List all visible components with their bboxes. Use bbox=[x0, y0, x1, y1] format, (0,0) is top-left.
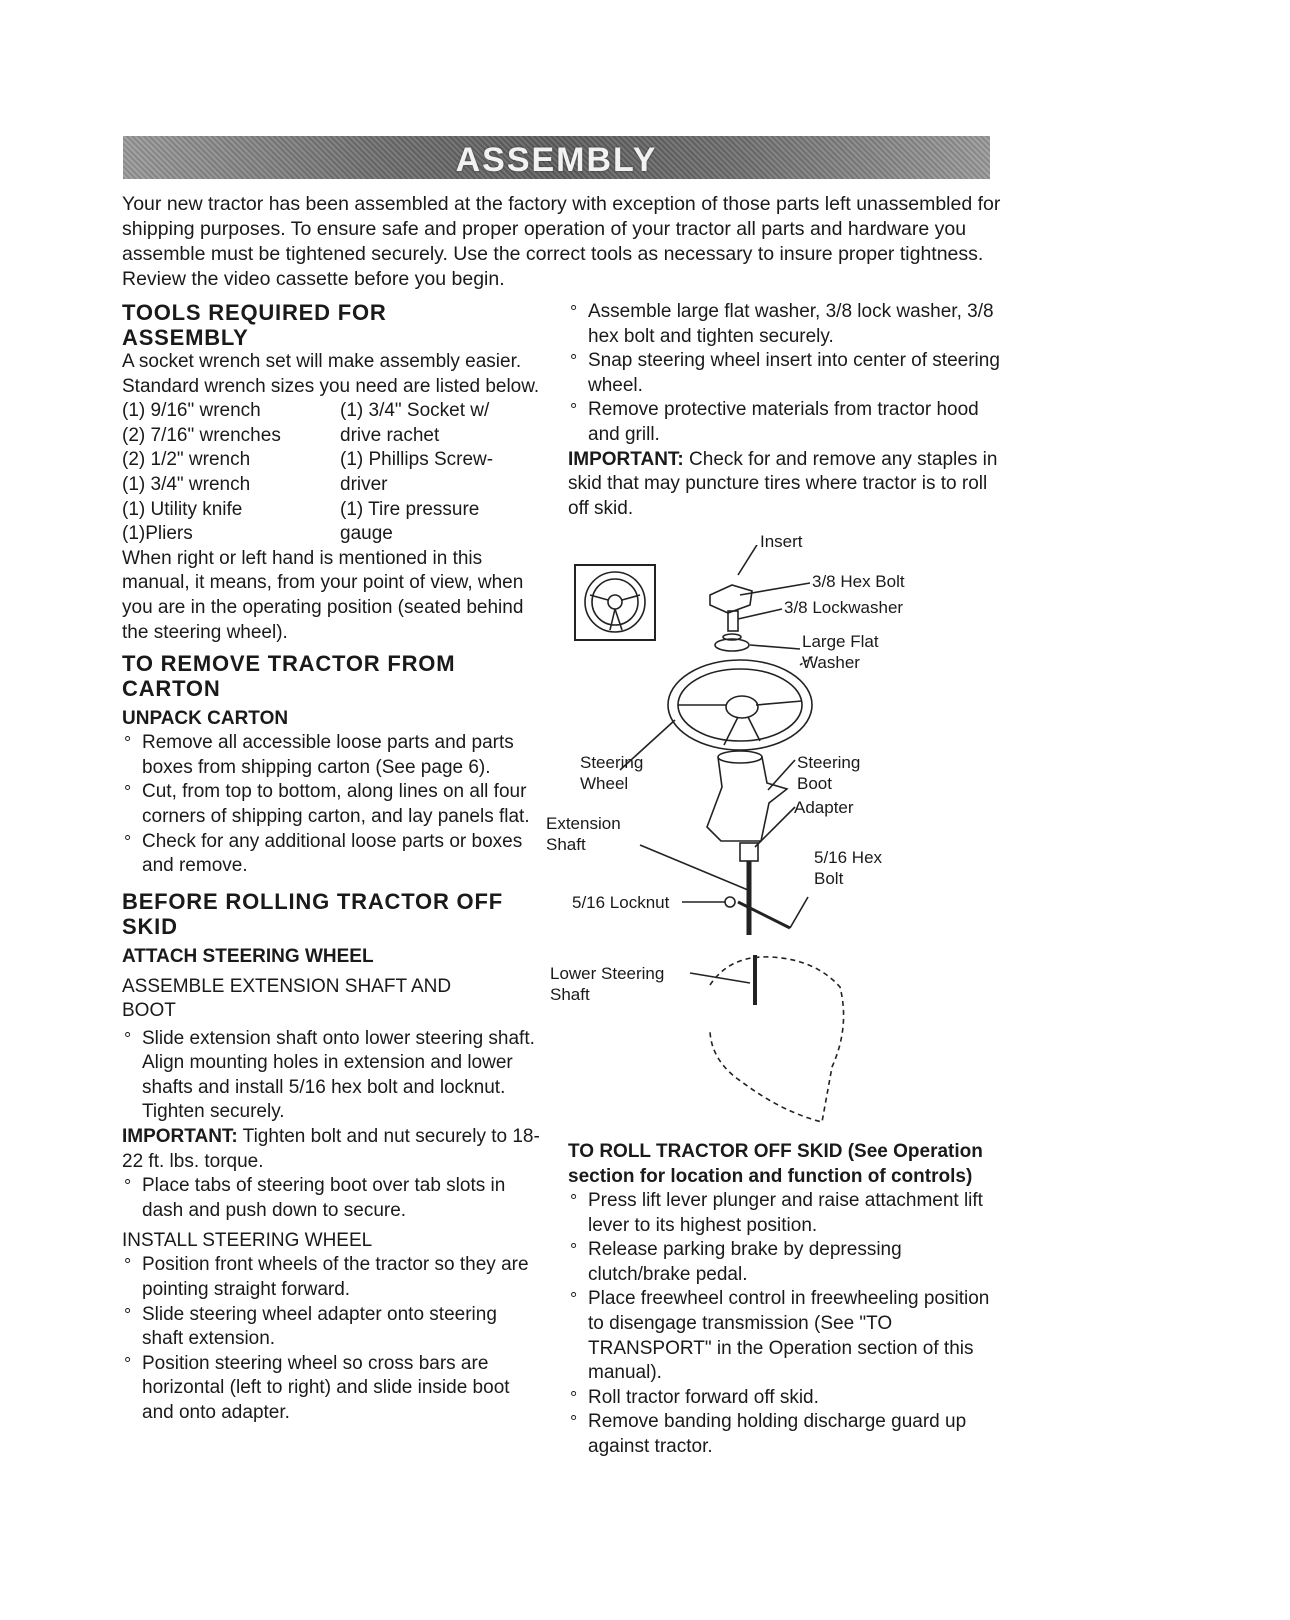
list-item: ° Position front wheels of the tractor so they are pointing straight forward. bbox=[122, 1253, 542, 1302]
list-item: ° Remove all accessible loose parts and parts boxes from shipping carton (See page 6). bbox=[122, 731, 542, 780]
inset-wheel bbox=[585, 572, 645, 632]
list-item: ° Position steering wheel so cross bars are horizontal (left to right) and slide inside boot and onto adapter. bbox=[122, 1352, 542, 1426]
label-hex-bolt: 3/8 Hex Bolt bbox=[812, 572, 905, 591]
label-flat-washer: Large Flat Washer bbox=[802, 632, 879, 672]
tool-item: (1) 3/4" Socket w/ bbox=[340, 400, 490, 422]
tool-item: (1) Phillips Screw- bbox=[340, 449, 494, 471]
section-title: ASSEMBLY bbox=[455, 141, 658, 179]
roll-heading: TO ROLL TRACTOR OFF SKID (See Operation section for location and function of controls) bbox=[568, 1141, 983, 1187]
tools-text: A socket wrench set will make assembly easier. Standard wrench sizes you need are listed below. bbox=[122, 351, 540, 397]
label-locknut: 5/16 Locknut bbox=[572, 893, 670, 912]
attach-subheading: ATTACH STEERING WHEEL bbox=[122, 945, 374, 967]
left-column bbox=[122, 300, 542, 1426]
tool-item: driver bbox=[340, 473, 388, 495]
list-item: ° Remove banding holding discharge guard up against tractor. bbox=[568, 1410, 1000, 1459]
list-item: ° Slide extension shaft onto lower steering shaft. Align mounting holes in extension and lower shafts and install 5/16 hex bolt and locknut. Tighten securely. bbox=[122, 1027, 542, 1125]
label-steering-boot: Steering Boot bbox=[797, 753, 861, 793]
install-subheading: INSTALL STEERING WHEEL bbox=[122, 1230, 373, 1252]
wheel-list bbox=[568, 300, 1000, 448]
label-lockwasher: 3/8 Lockwasher bbox=[784, 598, 904, 617]
remove-heading: TO REMOVE TRACTOR FROM CARTON bbox=[122, 651, 456, 702]
important-label: IMPORTANT: bbox=[122, 1126, 238, 1148]
important-torque-text: Tighten bolt and nut securely to 18-22 ft. lbs. torque. bbox=[122, 1126, 540, 1172]
important-label-2: IMPORTANT: bbox=[568, 448, 684, 470]
hand-note: When right or left hand is mentioned in this manual, it means, from your point of view, when you are in the operating position (seated behind the steering wheel). bbox=[122, 547, 524, 643]
steering-diagram bbox=[546, 532, 1000, 1130]
tools-list bbox=[122, 399, 542, 547]
steering-boot bbox=[718, 751, 762, 763]
tool-item: (1) Tire pressure bbox=[340, 498, 480, 520]
list-item: ° Assemble large flat washer, 3/8 lock washer, 3/8 hex bolt and tighten securely. bbox=[568, 300, 1000, 349]
list-item: ° Roll tractor forward off skid. bbox=[568, 1386, 1000, 1411]
section-banner bbox=[123, 136, 990, 179]
tool-item: drive rachet bbox=[340, 424, 440, 446]
unpack-list bbox=[122, 731, 542, 879]
label-hex-bolt-516: 5/16 Hex Bolt bbox=[814, 848, 883, 888]
roll-list bbox=[568, 1189, 1000, 1460]
tool-item: (2) 1/2" wrench bbox=[122, 449, 251, 471]
bolt-516 bbox=[738, 902, 790, 928]
tools-heading: TOOLS REQUIRED FOR ASSEMBLY bbox=[122, 300, 387, 350]
list-item: ° Slide steering wheel adapter onto steering shaft extension. bbox=[122, 1303, 542, 1352]
install-list bbox=[122, 1253, 542, 1425]
insert-part bbox=[710, 585, 752, 613]
list-item: ° Place tabs of steering boot over tab slots in dash and push down to secure. bbox=[122, 1174, 542, 1223]
dash-outline bbox=[710, 957, 844, 1122]
label-insert: Insert bbox=[760, 532, 803, 551]
list-item: ° Press lift lever plunger and raise attachment lift lever to its highest position. bbox=[568, 1189, 1000, 1238]
label-extension-shaft: Extension Shaft bbox=[546, 814, 621, 854]
important-torque bbox=[122, 1125, 542, 1174]
list-item: ° Cut, from top to bottom, along lines on all four corners of shipping carton, and lay panels flat. bbox=[122, 780, 542, 829]
assemble-subheading: ASSEMBLE EXTENSION SHAFT AND BOOT bbox=[122, 975, 452, 1021]
tool-item: gauge bbox=[340, 523, 393, 545]
unpack-subheading: UNPACK CARTON bbox=[122, 708, 289, 730]
before-heading: BEFORE ROLLING TRACTOR OFF SKID bbox=[122, 888, 503, 939]
inset-box bbox=[575, 565, 655, 640]
list-item: ° Remove protective materials from tractor hood and grill. bbox=[568, 398, 1000, 447]
important-staples bbox=[568, 448, 1000, 522]
list-item: ° Check for any additional loose parts or boxes and remove. bbox=[122, 830, 542, 879]
label-adapter: Adapter bbox=[794, 798, 854, 817]
list-item: ° Release parking brake by depressing clutch/brake pedal. bbox=[568, 1238, 1000, 1287]
tool-item: (1)Pliers bbox=[122, 523, 193, 545]
label-lower-shaft: Lower Steering Shaft bbox=[550, 964, 665, 1004]
tool-item: (1) Utility knife bbox=[122, 498, 243, 520]
right-column bbox=[568, 300, 1000, 521]
list-item: ° Place freewheel control in freewheeling position to disengage transmission (See "TO TRANSPORT" in the Operation section of this manual). bbox=[568, 1287, 1000, 1385]
tool-item: (1) 3/4" wrench bbox=[122, 473, 251, 495]
tool-item: (1) 9/16" wrench bbox=[122, 400, 261, 422]
tool-item: (2) 7/16" wrenches bbox=[122, 424, 281, 446]
locknut bbox=[725, 897, 735, 907]
label-steering-wheel: Steering Wheel bbox=[580, 753, 644, 793]
important-staples-text: Check for and remove any staples in skid that may puncture tires where tractor is to roll off skid. bbox=[568, 448, 998, 519]
intro-paragraph: Your new tractor has been assembled at the factory with exception of those parts left unassembled for shipping purposes. To ensure safe and proper operation of your tractor all parts and hardware you assemble must be tightened securely. Use the correct tools as necessary to insure proper tightness. Review the video cassette before you begin. bbox=[122, 193, 1001, 290]
extension-list bbox=[122, 1027, 542, 1125]
roll-section bbox=[568, 1140, 1000, 1460]
boot-list bbox=[122, 1174, 542, 1223]
list-item: ° Snap steering wheel insert into center of steering wheel. bbox=[568, 349, 1000, 398]
